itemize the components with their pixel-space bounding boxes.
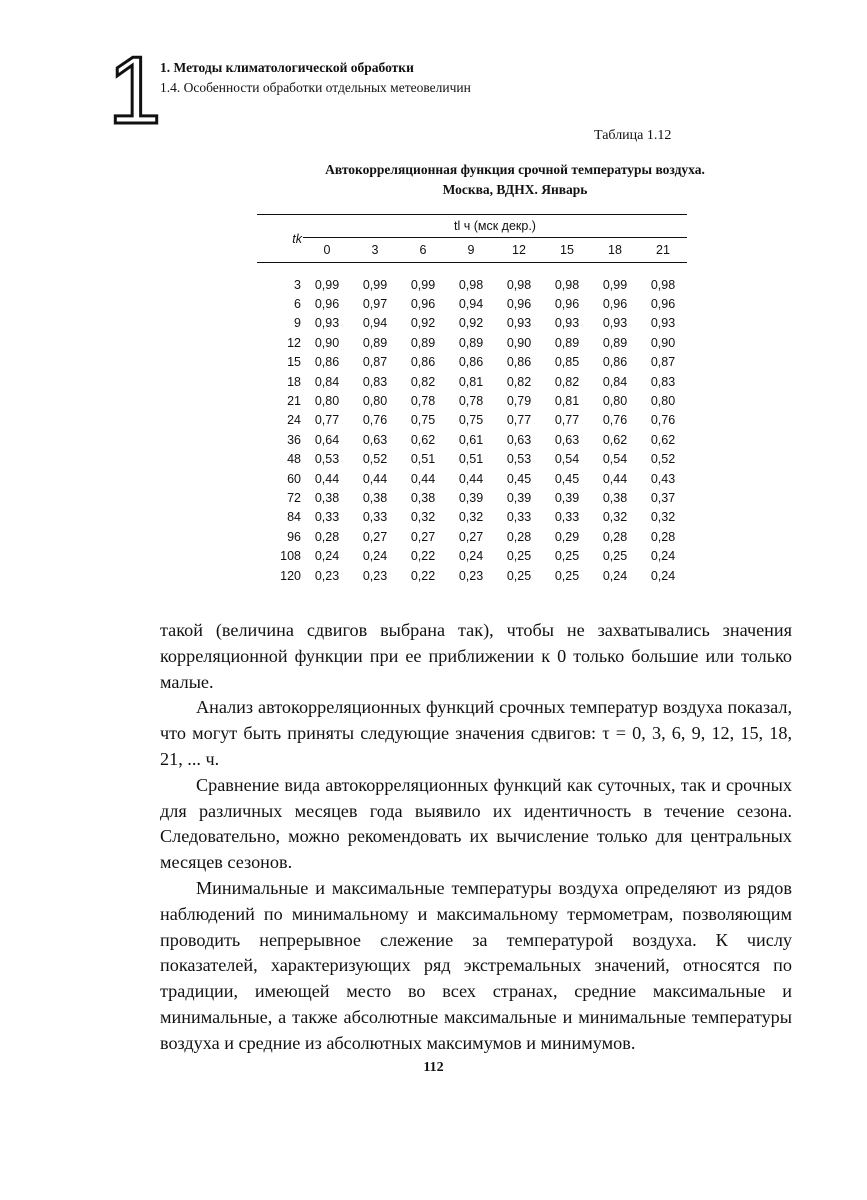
- table-cell: 0,99: [314, 277, 340, 292]
- table-cell: 0,38: [362, 490, 388, 505]
- row-label-tk: 15: [287, 355, 301, 370]
- column-header: 0: [303, 238, 351, 263]
- table-cell: 0,87: [362, 355, 388, 370]
- table-row: [257, 469, 687, 488]
- table-cell: 0,52: [362, 452, 388, 467]
- table-cell: 0,33: [362, 510, 388, 525]
- table-cell: 0,25: [554, 568, 580, 583]
- table-cell: 0,38: [410, 490, 436, 505]
- table-cell: 0,93: [554, 316, 580, 331]
- table-cell: 0,62: [650, 432, 676, 447]
- table-row: [257, 353, 687, 372]
- page-number: 112: [423, 1060, 444, 1075]
- table-cell: 0,93: [314, 316, 340, 331]
- table-cell: 0,62: [602, 432, 628, 447]
- table-cell: 0,76: [362, 413, 388, 428]
- table-row: [257, 294, 687, 313]
- table-cell: 0,53: [314, 452, 340, 467]
- table-cell: 0,98: [554, 277, 580, 292]
- table-cell: 0,38: [314, 490, 340, 505]
- table-cell: 0,82: [554, 374, 580, 389]
- table-cell: 0,96: [554, 297, 580, 312]
- table-cell: 0,90: [506, 335, 532, 350]
- table-row: [257, 566, 687, 585]
- row-label-tk: 120: [280, 568, 301, 583]
- table-cell: 0,53: [506, 452, 532, 467]
- paragraph-3: Сравнение вида автокорреляционных функций как суточных, так и срочных для различных месяцев года выявило их идентичность в течение сезона. Следовательно, можно рекомендовать их вычисление только для центральных месяцев сезонов.: [160, 774, 792, 873]
- table-cell: 0,89: [410, 335, 436, 350]
- table-cell: 0,24: [650, 549, 676, 564]
- table-cell: 0,32: [602, 510, 628, 525]
- table-cell: 0,75: [458, 413, 484, 428]
- table-cell: 0,24: [314, 549, 340, 564]
- table-cell: 0,51: [458, 452, 484, 467]
- table-row: [257, 488, 687, 507]
- row-label-tk: 6: [294, 297, 301, 312]
- table-cell: 0,32: [650, 510, 676, 525]
- table-cell: 0,79: [506, 394, 532, 409]
- table-cell: 0,84: [314, 374, 340, 389]
- column-header: 21: [639, 238, 687, 263]
- table-cell: 0,85: [554, 355, 580, 370]
- row-header-tk: tk: [257, 215, 303, 263]
- table-cell: 0,62: [410, 432, 436, 447]
- table-cell: 0,83: [362, 374, 388, 389]
- table-cell: 0,39: [554, 490, 580, 505]
- table-cell: 0,54: [554, 452, 580, 467]
- table-cell: 0,22: [410, 568, 436, 583]
- table-cell: 0,81: [554, 394, 580, 409]
- table-row: [257, 333, 687, 352]
- row-label-tk: 9: [294, 316, 301, 331]
- table-cell: 0,78: [410, 394, 436, 409]
- table-cell: 0,63: [554, 432, 580, 447]
- table-cell: 0,99: [362, 277, 388, 292]
- table-cell: 0,96: [506, 297, 532, 312]
- table-cell: 0,63: [506, 432, 532, 447]
- table-caption: [160, 160, 867, 200]
- table-cell: 0,61: [458, 432, 484, 447]
- table-cell: 0,28: [650, 529, 676, 544]
- table-cell: 0,23: [458, 568, 484, 583]
- table-cell: 0,33: [506, 510, 532, 525]
- running-header-section: 1.4. Особенности обработки отдельных метеовеличин: [160, 80, 471, 95]
- table-cell: 0,24: [458, 549, 484, 564]
- table-cell: 0,32: [410, 510, 436, 525]
- table-cell: 0,82: [506, 374, 532, 389]
- table-cell: 0,96: [650, 297, 676, 312]
- table-cell: 0,94: [362, 316, 388, 331]
- table-cell: 0,93: [506, 316, 532, 331]
- running-header: [160, 58, 471, 98]
- table-caption-line1: Автокорреляционная функция срочной температуры воздуха.: [325, 162, 705, 177]
- row-label-tk: 84: [287, 510, 301, 525]
- column-header: 15: [543, 238, 591, 263]
- table-cell: 0,76: [650, 413, 676, 428]
- table-cell: 0,98: [650, 277, 676, 292]
- table-cell: 0,28: [314, 529, 340, 544]
- table-cell: 0,84: [602, 374, 628, 389]
- table-cell: 0,27: [362, 529, 388, 544]
- row-label-tk: 18: [287, 374, 301, 389]
- table-row: [257, 508, 687, 527]
- table-cell: 0,39: [506, 490, 532, 505]
- table-cell: 0,99: [602, 277, 628, 292]
- table-cell: 0,24: [362, 549, 388, 564]
- row-label-tk: 21: [287, 394, 301, 409]
- row-label-tk: 60: [287, 471, 301, 486]
- table-cell: 0,52: [650, 452, 676, 467]
- table-cell: 0,23: [362, 568, 388, 583]
- table-cell: 0,90: [314, 335, 340, 350]
- column-header: 12: [495, 238, 543, 263]
- row-label-tk: 12: [287, 335, 301, 350]
- column-header: 9: [447, 238, 495, 263]
- table-cell: 0,25: [506, 549, 532, 564]
- table-cell: 0,77: [506, 413, 532, 428]
- column-group-header: tl ч (мск декр.): [303, 215, 687, 238]
- table-cell: 0,23: [314, 568, 340, 583]
- table-cell: 0,89: [362, 335, 388, 350]
- table-cell: 0,25: [554, 549, 580, 564]
- table-cell: 0,37: [650, 490, 676, 505]
- table-row: [257, 450, 687, 469]
- table-cell: 0,44: [410, 471, 436, 486]
- table-cell: 0,90: [650, 335, 676, 350]
- table-cell: 0,76: [602, 413, 628, 428]
- table-cell: 0,33: [554, 510, 580, 525]
- table-row: [257, 546, 687, 565]
- table-cell: 0,44: [458, 471, 484, 486]
- table-cell: 0,96: [602, 297, 628, 312]
- table-cell: 0,77: [554, 413, 580, 428]
- row-label-tk: 72: [287, 490, 301, 505]
- table-cell: 0,77: [314, 413, 340, 428]
- table-cell: 0,89: [602, 335, 628, 350]
- table-cell: 0,98: [506, 277, 532, 292]
- table-cell: 0,86: [314, 355, 340, 370]
- table-cell: 0,81: [458, 374, 484, 389]
- row-label-tk: 96: [287, 529, 301, 544]
- table-row: [257, 527, 687, 546]
- table-cell: 0,28: [602, 529, 628, 544]
- table-cell: 0,25: [506, 568, 532, 583]
- table-cell: 0,64: [314, 432, 340, 447]
- table-cell: 0,43: [650, 471, 676, 486]
- chapter-number: 1: [108, 37, 162, 144]
- table-cell: 0,44: [602, 471, 628, 486]
- data-table-wrapper: [257, 214, 687, 585]
- table-cell: 0,86: [458, 355, 484, 370]
- table-cell: 0,45: [506, 471, 532, 486]
- table-cell: 0,93: [602, 316, 628, 331]
- table-cell: 0,80: [602, 394, 628, 409]
- table-cell: 0,45: [554, 471, 580, 486]
- row-label-tk: 108: [280, 549, 301, 564]
- table-cell: 0,24: [602, 568, 628, 583]
- table-cell: 0,51: [410, 452, 436, 467]
- table-cell: 0,44: [314, 471, 340, 486]
- table-cell: 0,89: [554, 335, 580, 350]
- table-cell: 0,22: [410, 549, 436, 564]
- table-cell: 0,96: [410, 297, 436, 312]
- running-header-chapter: 1. Методы климатологической обработки: [160, 60, 414, 75]
- column-header: 3: [351, 238, 399, 263]
- table-cell: 0,78: [458, 394, 484, 409]
- column-header: 18: [591, 238, 639, 263]
- table-row: [257, 314, 687, 333]
- table-cell: 0,38: [602, 490, 628, 505]
- table-cell: 0,27: [458, 529, 484, 544]
- table-cell: 0,97: [362, 297, 388, 312]
- paragraph-2: Анализ автокорреляционных функций срочных температур воздуха показал, что могут быть приняты следующие значения сдвигов: τ = 0, 3, 6, 9, 12, 15, 18, 21, ... ч.: [160, 697, 792, 769]
- table-cell: 0,93: [650, 316, 676, 331]
- table-cell: 0,28: [506, 529, 532, 544]
- table-cell: 0,92: [410, 316, 436, 331]
- table-cell: 0,63: [362, 432, 388, 447]
- row-label-tk: 48: [287, 452, 301, 467]
- row-label-tk: 24: [287, 413, 301, 428]
- table-cell: 0,80: [362, 394, 388, 409]
- table-cell: 0,80: [650, 394, 676, 409]
- table-cell: 0,44: [362, 471, 388, 486]
- table-cell: 0,87: [650, 355, 676, 370]
- table-cell: 0,94: [458, 297, 484, 312]
- table-cell: 0,54: [602, 452, 628, 467]
- table-cell: 0,82: [410, 374, 436, 389]
- table-cell: 0,86: [506, 355, 532, 370]
- row-label-tk: 36: [287, 432, 301, 447]
- table-cell: 0,33: [314, 510, 340, 525]
- table-cell: 0,24: [650, 568, 676, 583]
- column-header: 6: [399, 238, 447, 263]
- paragraph-4: Минимальные и максимальные температуры воздуха определяют из рядов наблюдений по минимальному и максимальному термометрам, позволяющим проводить непрерывное слежение за температурой воздуха. К числу показателей, характеризующих ряд экстремальных значений, относятся по традиции, имеющей место во всех странах, средние максимальные и минимальные, а также абсолютные максимальные и минимальные температуры воздуха и средние из абсолютных максимумов и минимумов.: [160, 877, 792, 1053]
- table-cell: 0,89: [458, 335, 484, 350]
- autocorrelation-table: [257, 214, 687, 585]
- row-label-tk: 3: [294, 277, 301, 292]
- table-cell: 0,27: [410, 529, 436, 544]
- table-cell: 0,29: [554, 529, 580, 544]
- table-cell: 0,86: [410, 355, 436, 370]
- table-cell: 0,25: [602, 549, 628, 564]
- table-cell: 0,98: [458, 277, 484, 292]
- body-text: [160, 618, 792, 1057]
- table-cell: 0,80: [314, 394, 340, 409]
- table-cell: 0,39: [458, 490, 484, 505]
- table-row: [257, 263, 687, 295]
- table-cell: 0,92: [458, 316, 484, 331]
- table-row: [257, 430, 687, 449]
- table-row: [257, 372, 687, 391]
- table-cell: 0,75: [410, 413, 436, 428]
- table-cell: 0,99: [410, 277, 436, 292]
- table-caption-line2: Москва, ВДНХ. Январь: [442, 182, 588, 197]
- table-row: [257, 391, 687, 410]
- table-cell: 0,96: [314, 297, 340, 312]
- paragraph-1: такой (величина сдвигов выбрана так), чтобы не захватывались значения корреляционной функции при ее приближении к 0 только большие или только малые.: [160, 620, 792, 692]
- table-cell: 0,32: [458, 510, 484, 525]
- table-cell: 0,83: [650, 374, 676, 389]
- table-row: [257, 411, 687, 430]
- table-label: Таблица 1.12: [594, 128, 672, 143]
- table-cell: 0,86: [602, 355, 628, 370]
